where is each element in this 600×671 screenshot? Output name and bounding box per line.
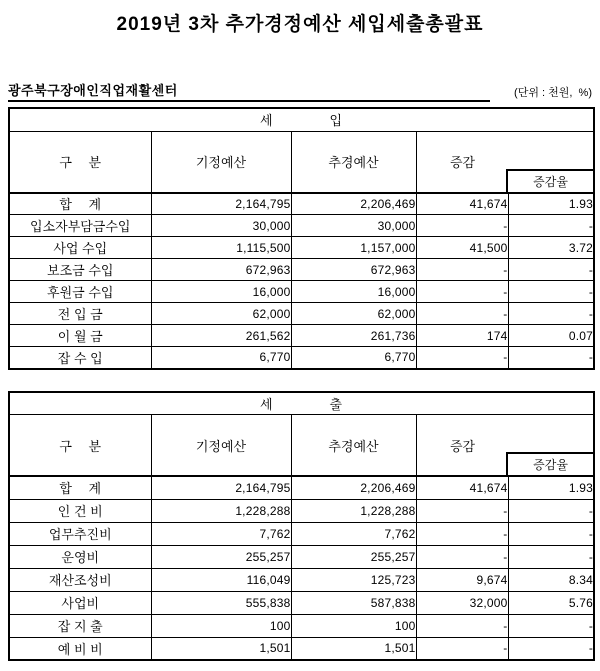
- row-value: -: [416, 347, 508, 369]
- col-header-change-rate: 증감율: [533, 458, 568, 472]
- unit-note: (단위 : 천원, %): [514, 87, 592, 99]
- row-label: 후원금 수입: [9, 281, 151, 303]
- row-value: -: [416, 637, 508, 660]
- row-value: -: [416, 614, 508, 637]
- row-value: 6,770: [151, 347, 291, 369]
- row-value: -: [416, 499, 508, 522]
- row-value: -: [508, 637, 594, 660]
- row-value: 174: [416, 325, 508, 347]
- row-value: 8.34: [508, 568, 594, 591]
- row-value: 587,838: [291, 591, 416, 614]
- row-label: 업무추진비: [9, 522, 151, 545]
- row-value: 1,501: [291, 637, 416, 660]
- expenditure-table-header-row: [9, 415, 594, 477]
- row-value: -: [508, 499, 594, 522]
- revenue-table: [8, 107, 595, 370]
- row-value: 672,963: [291, 259, 416, 281]
- row-label: 재산조성비: [9, 568, 151, 591]
- table-row: [9, 568, 594, 591]
- revenue-table-body: [9, 193, 594, 369]
- expenditure-table: [8, 391, 595, 662]
- col-header-change-group: [416, 131, 594, 193]
- row-value: 1,115,500: [151, 237, 291, 259]
- row-value: 16,000: [291, 281, 416, 303]
- col-header-change-rate-box: [506, 452, 593, 475]
- row-value: 5.76: [508, 591, 594, 614]
- table-row: [9, 325, 594, 347]
- row-value: 1,157,000: [291, 237, 416, 259]
- row-value: 62,000: [291, 303, 416, 325]
- row-value: 100: [291, 614, 416, 637]
- row-label: 사업비: [9, 591, 151, 614]
- row-value: 672,963: [151, 259, 291, 281]
- row-value: 1,501: [151, 637, 291, 660]
- row-value: 1,228,288: [291, 499, 416, 522]
- org-name-underline: [8, 80, 490, 102]
- row-value: -: [508, 522, 594, 545]
- row-value: -: [508, 303, 594, 325]
- expenditure-table-body: [9, 476, 594, 660]
- row-value: -: [508, 259, 594, 281]
- table-row: [9, 303, 594, 325]
- row-label: 사업 수입: [9, 237, 151, 259]
- page-title: 2019년 3차 추가경정예산 세입세출총괄표: [116, 14, 484, 35]
- row-value: 100: [151, 614, 291, 637]
- org-header-row: [8, 80, 592, 102]
- col-header-change: 증감: [449, 155, 476, 170]
- row-label: 합 계: [9, 476, 151, 499]
- row-value: 62,000: [151, 303, 291, 325]
- row-value: -: [508, 545, 594, 568]
- row-label: 이 월 금: [9, 325, 151, 347]
- row-value: 261,562: [151, 325, 291, 347]
- row-value: -: [416, 215, 508, 237]
- table-row: [9, 259, 594, 281]
- col-header-change-group: [416, 415, 594, 477]
- col-header-change-rate: 증감율: [533, 174, 568, 189]
- table-row: [9, 281, 594, 303]
- org-name: 광주북구장애인직업재활센터: [8, 83, 178, 98]
- row-value: 41,500: [416, 237, 508, 259]
- row-value: -: [416, 303, 508, 325]
- row-label: 합 계: [9, 193, 151, 215]
- col-header-category: 구 분: [9, 415, 151, 477]
- row-label: 예 비 비: [9, 637, 151, 660]
- row-value: -: [416, 522, 508, 545]
- row-value: 30,000: [151, 215, 291, 237]
- row-value: 1.93: [508, 476, 594, 499]
- row-value: -: [508, 215, 594, 237]
- row-label: 잡 수 입: [9, 347, 151, 369]
- row-value: -: [416, 281, 508, 303]
- expenditure-table-title: 세 출: [9, 392, 594, 415]
- row-value: -: [416, 545, 508, 568]
- row-value: 2,164,795: [151, 193, 291, 215]
- row-value: 3.72: [508, 237, 594, 259]
- row-value: 2,164,795: [151, 476, 291, 499]
- row-label: 운영비: [9, 545, 151, 568]
- row-value: 7,762: [291, 522, 416, 545]
- row-value: -: [508, 614, 594, 637]
- row-value: 1,228,288: [151, 499, 291, 522]
- row-value: 6,770: [291, 347, 416, 369]
- row-value: 0.07: [508, 325, 594, 347]
- col-header-previous-budget: 기정예산: [151, 131, 291, 193]
- row-value: 116,049: [151, 568, 291, 591]
- row-value: 125,723: [291, 568, 416, 591]
- table-row: [9, 545, 594, 568]
- row-value: -: [508, 281, 594, 303]
- table-row: [9, 476, 594, 499]
- revenue-table-title: 세 입: [9, 108, 594, 131]
- col-header-change-rate-box: [506, 169, 593, 192]
- table-row: [9, 215, 594, 237]
- table-row: [9, 614, 594, 637]
- expenditure-table-title-row: [9, 392, 594, 415]
- table-row: [9, 347, 594, 369]
- row-label: 전 입 금: [9, 303, 151, 325]
- row-value: 555,838: [151, 591, 291, 614]
- row-value: 2,206,469: [291, 193, 416, 215]
- row-value: 41,674: [416, 476, 508, 499]
- row-value: 1.93: [508, 193, 594, 215]
- revenue-table-title-row: [9, 108, 594, 131]
- row-label: 입소자부담금수입: [9, 215, 151, 237]
- row-value: 41,674: [416, 193, 508, 215]
- row-label: 보조금 수입: [9, 259, 151, 281]
- table-row: [9, 237, 594, 259]
- row-label: 인 건 비: [9, 499, 151, 522]
- table-row: [9, 499, 594, 522]
- row-value: 32,000: [416, 591, 508, 614]
- col-header-revised-budget: 추경예산: [291, 415, 416, 477]
- row-value: 30,000: [291, 215, 416, 237]
- col-header-revised-budget: 추경예산: [291, 131, 416, 193]
- row-value: 16,000: [151, 281, 291, 303]
- row-label: 잡 지 출: [9, 614, 151, 637]
- col-header-change: 증감: [449, 438, 476, 454]
- revenue-table-header-row: [9, 131, 594, 193]
- row-value: 7,762: [151, 522, 291, 545]
- col-header-previous-budget: 기정예산: [151, 415, 291, 477]
- row-value: -: [508, 347, 594, 369]
- table-row: [9, 522, 594, 545]
- row-value: 2,206,469: [291, 476, 416, 499]
- row-value: 255,257: [151, 545, 291, 568]
- row-value: 9,674: [416, 568, 508, 591]
- row-value: 255,257: [291, 545, 416, 568]
- table-row: [9, 193, 594, 215]
- row-value: 261,736: [291, 325, 416, 347]
- table-row: [9, 637, 594, 660]
- col-header-category: 구 분: [9, 131, 151, 193]
- table-row: [9, 591, 594, 614]
- row-value: -: [416, 259, 508, 281]
